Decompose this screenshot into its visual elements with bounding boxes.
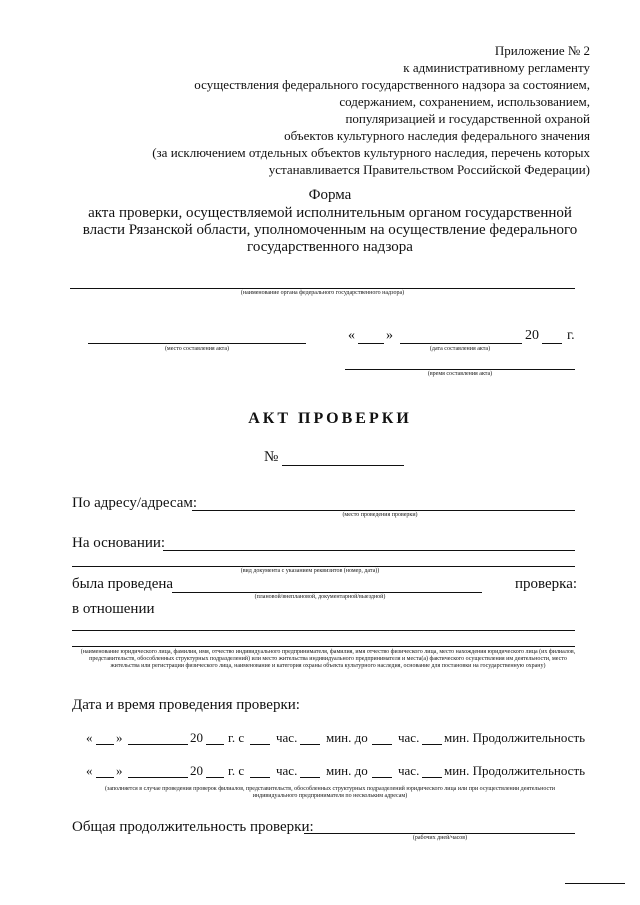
- appendix-header: [70, 42, 590, 178]
- conducted-label: была проведена: [72, 576, 174, 592]
- basis-label: На основании:: [72, 535, 166, 551]
- appendix-line: (за исключением отдельных объектов культурного наследия, перечень которых: [152, 145, 590, 160]
- footer-rule: [565, 883, 625, 884]
- appendix-line: устанавливается Правительством Российской Федерации): [268, 162, 590, 177]
- row-start-min-field[interactable]: [300, 744, 320, 745]
- date-year-suffix: г.: [567, 328, 575, 343]
- row-day-field[interactable]: [96, 777, 114, 778]
- row-close-quote: »: [116, 763, 123, 778]
- number-field[interactable]: [282, 465, 404, 466]
- row-year-field[interactable]: [206, 777, 224, 778]
- appendix-line: содержанием, сохранением, использованием,: [339, 94, 590, 109]
- row-day-field[interactable]: [96, 744, 114, 745]
- address-field[interactable]: [192, 510, 575, 511]
- row-hour2-label: час.: [398, 730, 420, 745]
- row-month-field[interactable]: [128, 744, 188, 745]
- form-description-line: акта проверки, осуществляемой исполнительным органом государственной: [88, 205, 572, 221]
- date-year-prefix: 20: [525, 328, 539, 343]
- row-open-quote: «: [86, 763, 93, 778]
- row-close-quote: »: [116, 730, 123, 745]
- time-field[interactable]: [345, 369, 575, 370]
- row-open-quote: «: [86, 730, 93, 745]
- row-from-label: г. с: [228, 763, 245, 778]
- row-year-field[interactable]: [206, 744, 224, 745]
- date-year-field[interactable]: [542, 343, 562, 344]
- form-description-line: власти Рязанской области, уполномоченным на осуществление федерального: [82, 222, 578, 238]
- row-year-prefix: 20: [190, 763, 203, 778]
- place-field[interactable]: [88, 343, 306, 344]
- row-from-label: г. с: [228, 730, 245, 745]
- total-caption: (рабочих дней/часов): [412, 835, 468, 841]
- place-caption: (место составления акта): [164, 346, 230, 352]
- date-day-field[interactable]: [358, 343, 384, 344]
- address-caption: (место проведения проверки): [342, 512, 418, 518]
- check-type-caption: (плановой/внеплановой, документарной/выездной): [254, 594, 386, 600]
- row-start-hour-field[interactable]: [250, 777, 270, 778]
- row-min-end-label: мин. Продолжительность: [444, 763, 586, 778]
- row-hour-label: час.: [276, 763, 298, 778]
- date-open-quote: «: [348, 328, 355, 343]
- regarding-label: в отношении: [72, 601, 155, 617]
- basis-caption: (вид документа с указанием реквизитов (номер, дата)): [240, 568, 380, 574]
- basis-field-2[interactable]: [72, 566, 575, 567]
- subject-field-2[interactable]: [72, 646, 575, 647]
- row-hour-label: час.: [276, 730, 298, 745]
- row-month-field[interactable]: [128, 777, 188, 778]
- date-month-field[interactable]: [400, 343, 522, 344]
- act-title: АКТ ПРОВЕРКИ: [248, 410, 412, 427]
- date-close-quote: »: [386, 328, 393, 343]
- appendix-line: осуществления федерального государственного надзора за состоянием,: [194, 77, 590, 92]
- row-end-min-field[interactable]: [422, 777, 442, 778]
- form-description: [40, 205, 620, 256]
- form-label: Форма: [308, 187, 352, 203]
- basis-field-1[interactable]: [163, 550, 575, 551]
- row-hour2-label: час.: [398, 763, 420, 778]
- appendix-line: к административному регламенту: [403, 60, 590, 75]
- row-min-to-label: мин. до: [326, 763, 368, 778]
- form-description-line: государственного надзора: [247, 239, 413, 255]
- appendix-line: Приложение № 2: [494, 43, 590, 58]
- time-caption: (время составления акта): [427, 371, 493, 377]
- row-start-min-field[interactable]: [300, 777, 320, 778]
- total-label: Общая продолжительность проверки:: [72, 819, 314, 835]
- appendix-line: объектов культурного наследия федерального значения: [284, 128, 590, 143]
- number-label: №: [264, 449, 279, 465]
- row-min-end-label: мин. Продолжительность: [444, 730, 586, 745]
- organ-field[interactable]: [70, 288, 575, 289]
- row-end-hour-field[interactable]: [372, 777, 392, 778]
- row-year-prefix: 20: [190, 730, 203, 745]
- subject-caption: (наименование юридического лица, фамилия, имя, отчество индивидуального предпринимателя, фамилия, имя отчество физического лица, место нахождения юридического лица (их филиалов, представительств, обособленных структурных подразделений) или место жительства индивидуального предпринимателя и места(а) фактического осуществления им деятельности, место жительства или регистрации физического лица, наименование и категория охраны объекта культурного наследия, основание для постановки на государственную охрану): [80, 649, 576, 669]
- address-label: По адресу/адресам:: [72, 495, 198, 511]
- row-end-min-field[interactable]: [422, 744, 442, 745]
- row-min-to-label: мин. до: [326, 730, 368, 745]
- multi-address-caption: (заполняется в случае проведения проверок филиалов, представительств, обособленных структурных подразделений юридического лица или при осуществлении деятельности индивидуального предпринимателя по нескольким адресам): [104, 786, 556, 799]
- datetime-heading: Дата и время проведения проверки:: [72, 697, 300, 713]
- date-caption: (дата составления акта): [429, 346, 491, 352]
- organ-caption: (наименование органа федерального государственного надзора): [240, 290, 405, 296]
- check-type-field[interactable]: [172, 592, 482, 593]
- appendix-line: популяризацией и государственной охраной: [345, 111, 590, 126]
- check-label: проверка:: [515, 576, 578, 592]
- row-start-hour-field[interactable]: [250, 744, 270, 745]
- row-end-hour-field[interactable]: [372, 744, 392, 745]
- subject-field-1[interactable]: [72, 630, 575, 631]
- total-field[interactable]: [304, 833, 575, 834]
